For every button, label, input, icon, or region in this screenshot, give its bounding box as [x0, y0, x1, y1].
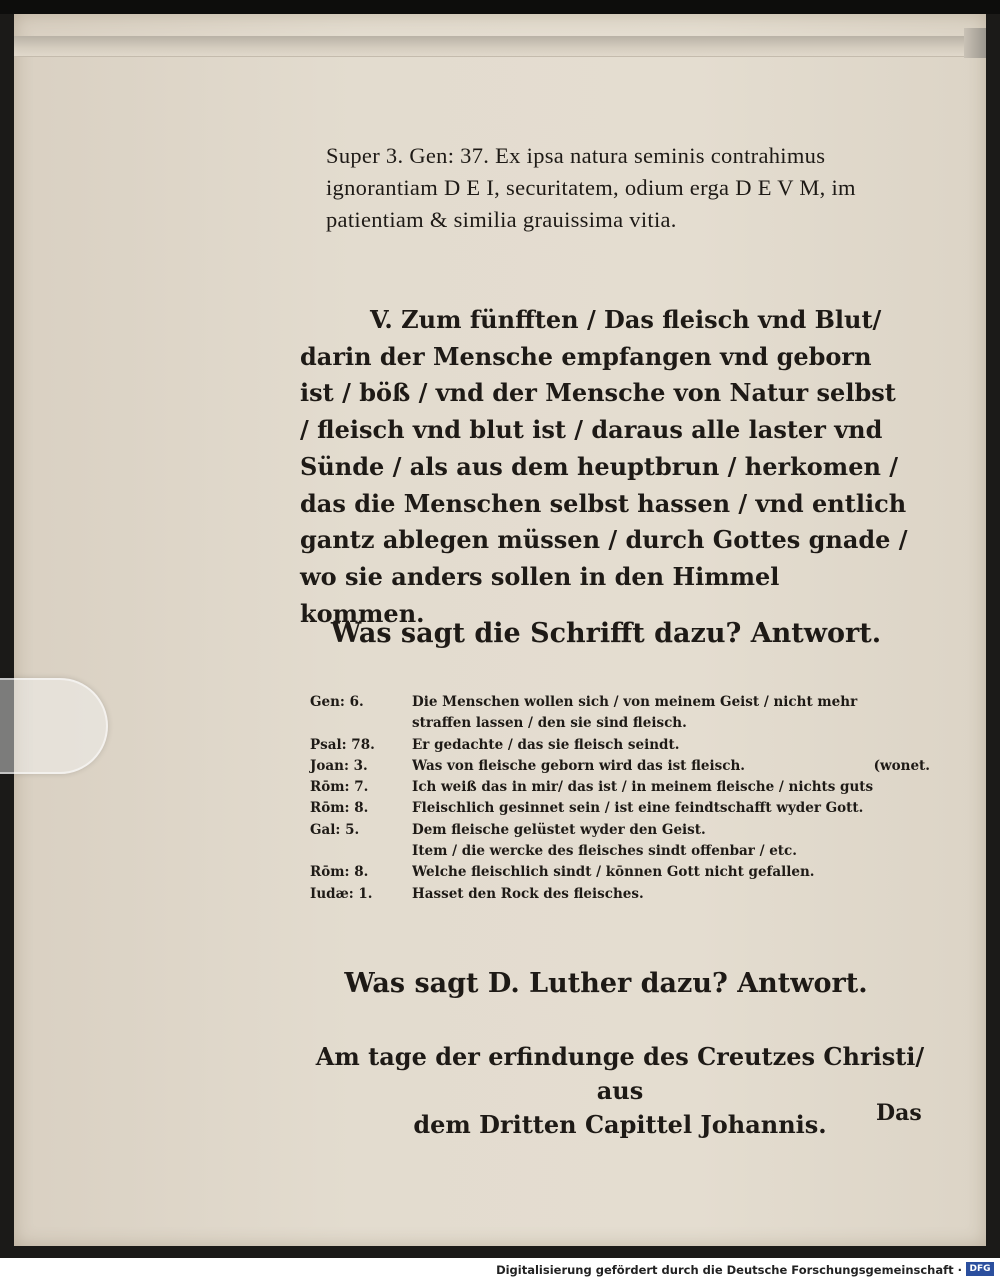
reference-citation: Rōm: 8. — [310, 800, 369, 817]
dfg-logo: DFG — [966, 1262, 994, 1276]
page-corner — [964, 28, 986, 58]
reference-text: Welche fleischlich sindt / kōnnen Gott nicht gefallen. — [412, 864, 815, 881]
reference-citation: Gen: 6. — [310, 694, 364, 710]
reference-text: Hasset den Rock des fleisches. — [412, 885, 644, 902]
reference-citation: Rōm: 8. — [310, 864, 369, 881]
reference-row — [310, 843, 930, 864]
german-paragraph-body: darin der Mensche empfangen vnd geborn ist / böß / vnd der Mensche von Natur selbst / fleisch vnd blut ist / daraus alle laster vnd Sünde / als aus dem heuptbrun / herkomen / das die Menschen selbst hassen / vnd entlich gantz ablegen müssen / durch Gottes gnade / wo sie anders sollen in den Himmel kommen. — [300, 341, 908, 628]
reference-row — [310, 758, 930, 779]
sermon-title — [300, 1040, 940, 1142]
latin-paragraph: Super 3. Gen: 37. Ex ipsa natura seminis contrahimus ignorantiam D E I, securitatem, odium erga D E V M, im patientiam & similia grauissima vitia. — [326, 143, 856, 232]
top-scan-border — [0, 0, 1000, 14]
reference-row — [310, 737, 930, 758]
heading-scripture: Was sagt die Schrifft dazu? Antwort. — [330, 618, 882, 649]
reference-row — [310, 800, 930, 821]
reference-text: Er gedachte / das sie fleisch seindt. — [412, 736, 680, 753]
sermon-title-line-1: Am tage der erfindunge des Creutzes Christi/ aus — [315, 1042, 925, 1105]
reference-row — [310, 779, 930, 800]
page-clip — [0, 678, 108, 774]
footer-credit: Digitalisierung gefördert durch die Deutsche Forschungsgemeinschaft · — [496, 1263, 962, 1277]
reference-citation: Rōm: 7. — [310, 779, 369, 796]
reference-overflow-text: (wonet. — [873, 757, 930, 774]
reference-citation: Gal: 5. — [310, 821, 360, 838]
reference-row — [310, 822, 930, 843]
sermon-title-line-2: dem Dritten Capittel Johannis. — [413, 1110, 827, 1139]
reference-citation: Iudæ: 1. — [310, 885, 373, 902]
reference-row — [310, 864, 930, 885]
german-paragraph — [300, 302, 912, 632]
reference-row — [310, 886, 930, 907]
reference-text: Die Menschen wollen sich / von meinem Geist / nicht mehr — [412, 694, 858, 710]
reference-text: Was von fleische geborn wird das ist fleisch. — [412, 757, 745, 774]
reference-row — [310, 715, 930, 736]
reference-text: Item / die wercke des fleisches sindt offenbar / etc. — [412, 843, 797, 860]
reference-text: Fleischlich gesinnet sein / ist eine feindtschafft wyder Gott. — [412, 800, 864, 817]
reference-citation: Psal: 78. — [310, 736, 375, 753]
reference-citation: Joan: 3. — [310, 757, 368, 774]
reference-text: Ich weiß das in mir/ das ist / in meinem fleische / nichts guts — [412, 779, 874, 796]
reference-row — [310, 694, 930, 715]
scripture-references — [310, 694, 930, 907]
catchword: Das — [876, 1100, 922, 1126]
reference-text: straffen lassen / den sie sind fleisch. — [412, 715, 687, 732]
page-top-edge — [14, 36, 986, 57]
reference-text: Dem fleische gelüstet wyder den Geist. — [412, 821, 706, 838]
german-paragraph-lead: V. Zum fünfften / Das fleisch vnd Blut/ — [370, 305, 882, 334]
footer-bar — [0, 1258, 1000, 1282]
heading-luther: Was sagt D. Luther dazu? Antwort. — [344, 968, 868, 999]
